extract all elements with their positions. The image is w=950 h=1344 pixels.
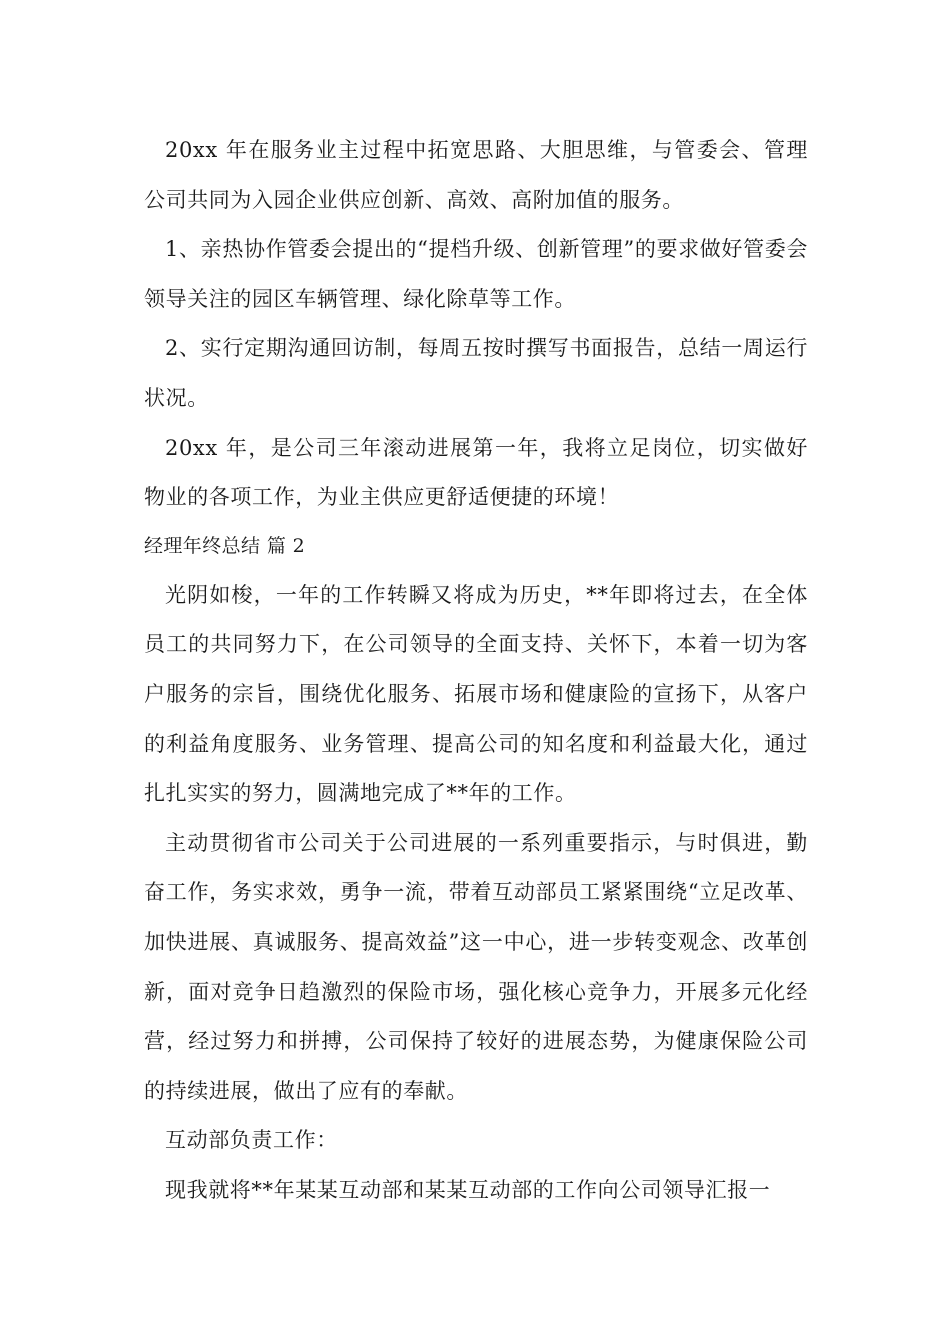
document-page <box>144 126 808 1215</box>
paragraph: 现我就将**年某某互动部和某某互动部的工作向公司领导汇报一 <box>165 1177 771 1202</box>
paragraph: 20xx 年，是公司三年滚动进展第一年，我将立足岗位，切实做好物业的各项工作，为业主供应更舒适便捷的环境！ <box>144 435 808 510</box>
paragraph: 光阴如梭，一年的工作转瞬又将成为历史，**年即将过去，在全体员工的共同努力下，在公司领导的全面支持、关怀下，本着一切为客户服务的宗旨，围绕优化服务、拓展市场和健康险的宣扬下，从客户的利益角度服务、业务管理、提高公司的知名度和利益最大化，通过扎扎实实的努力，圆满地完成了**年的工作。 <box>144 582 808 806</box>
paragraph: 互动部负责工作： <box>165 1128 338 1153</box>
section-heading: 经理年终总结 篇 2 <box>144 534 306 557</box>
paragraph: 主动贯彻省市公司关于公司进展的一系列重要指示，与时俱进，勤奋工作，务实求效，勇争一流，带着互动部员工紧紧围绕“立足改革、加快进展、真诚服务、提高效益”这一中心，进一步转变观念、改革创新，面对竞争日趋激烈的保险市场，强化核心竞争力，开展多元化经营，经过努力和拼搏，公司保持了较好的进展态势，为健康保险公司的持续进展，做出了应有的奉献。 <box>144 830 808 1103</box>
paragraph: 1、亲热协作管委会提出的“提档升级、创新管理”的要求做好管委会领导关注的园区车辆管理、绿化除草等工作。 <box>144 237 808 311</box>
paragraph: 2、实行定期沟通回访制，每周五按时撰写书面报告，总结一周运行状况。 <box>144 336 808 410</box>
paragraph: 20xx 年在服务业主过程中拓宽思路、大胆思维，与管委会、管理公司共同为入园企业供应创新、高效、高附加值的服务。 <box>144 138 808 212</box>
